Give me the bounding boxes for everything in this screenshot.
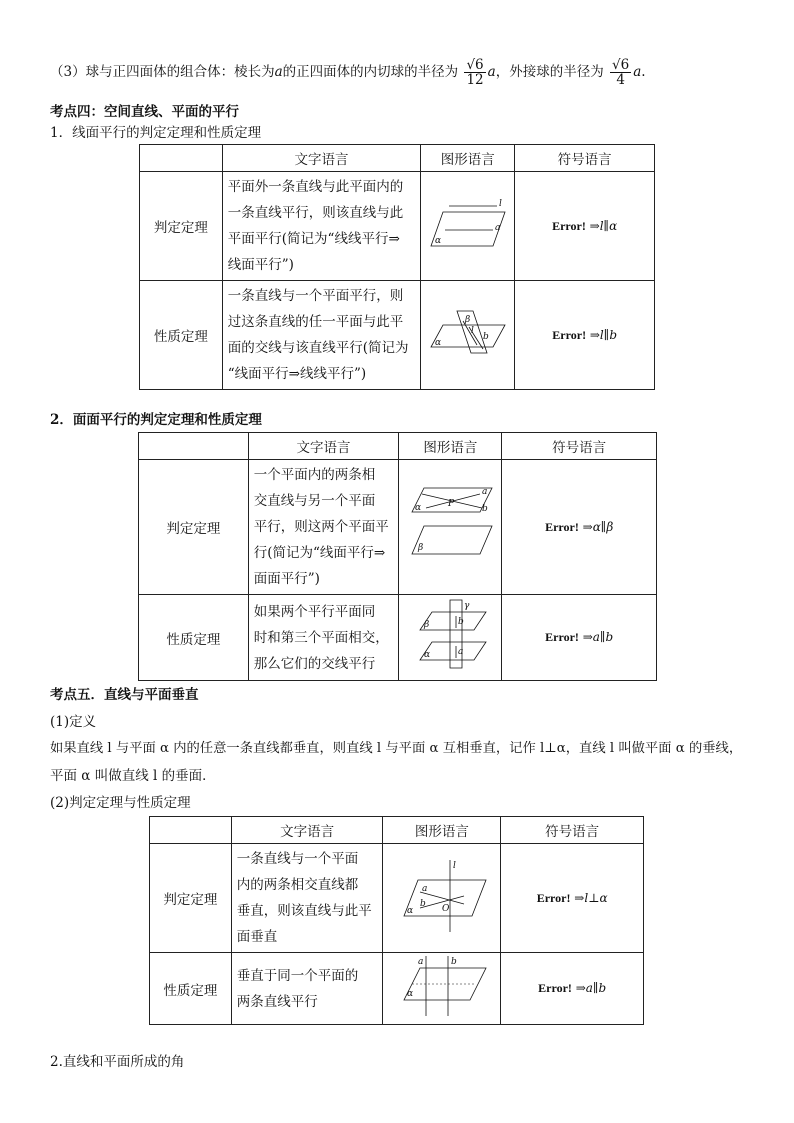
symbol-cell: Error! ⇒l⊥α	[501, 844, 644, 953]
row-text: 一条直线与一个平面 内的两条相交直线都 垂直，则该直线与此平 面垂直	[231, 844, 383, 953]
figure-cell	[383, 844, 501, 953]
intro-var-a: a	[274, 64, 283, 81]
svg-text:γ: γ	[464, 600, 470, 611]
line-plane-parallel-property-figure	[423, 303, 513, 363]
svg-text:β: β	[424, 619, 430, 630]
intro-mid2: ，外接球的半径为	[495, 64, 604, 81]
row-text: 如果两个平行平面同 时和第三个平面相交， 那么它们的交线平行	[248, 595, 399, 681]
section4-sub2: 2．面面平行的判定定理和性质定理	[50, 412, 262, 428]
svg-text:P: P	[448, 499, 455, 509]
svg-text:a: a	[482, 487, 488, 497]
svg-text:α: α	[406, 906, 413, 916]
svg-text:O: O	[441, 904, 450, 914]
header-symbol-language: 符号语言	[502, 433, 657, 460]
svg-text:b: b	[419, 899, 426, 909]
fraction-circumradius: $\frac{√6}{4}$	[612, 57, 630, 89]
svg-text:α: α	[415, 503, 422, 513]
intro-line: （3）球与正四面体的组合体：棱长为a的正四面体的内切球的半径为 $\frac{√6}{12}$ a，外接球的半径为 $\frac{√6}{4}$ a.	[50, 57, 646, 89]
header-text-language: 文字语言	[248, 433, 399, 460]
header-figure-language: 图形语言	[383, 817, 501, 844]
section5-sub2: (2)判定定理与性质定理	[50, 795, 191, 811]
row-label: 性质定理	[139, 595, 249, 681]
svg-text:b: b	[482, 504, 489, 514]
symbol-cell: Error! ⇒a∥b	[501, 953, 644, 1025]
section4-sub1: 1．线面平行的判定定理和性质定理	[50, 125, 262, 141]
header-text-language: 文字语言	[231, 817, 383, 844]
row-label: 判定定理	[150, 844, 232, 953]
svg-text:b: b	[450, 956, 457, 967]
svg-text:α: α	[434, 236, 441, 246]
svg-text:a: a	[417, 956, 424, 967]
row-text: 一条直线与一个平面平行，则 过这条直线的任一平面与此平 面的交线与该直线平行(简记为 “线面平行⇒线线平行”)	[222, 281, 421, 390]
svg-text:α: α	[424, 649, 431, 660]
svg-text:a: a	[494, 223, 501, 233]
section5-title: 考点五．直线与平面垂直	[50, 687, 199, 703]
line-perpendicular-plane-figure	[392, 856, 492, 936]
symbol-cell: Error! ⇒l∥b	[515, 281, 655, 390]
table-line-plane-perpendicular	[149, 816, 644, 1025]
fraction-inradius: $\frac{√6}{12}$	[466, 57, 484, 89]
svg-text:b: b	[482, 332, 489, 342]
svg-text:l: l	[470, 326, 474, 336]
footer-heading: 2.直线和平面所成的角	[50, 1054, 185, 1070]
plane-plane-parallel-figure	[402, 480, 498, 570]
symbol-cell: Error! ⇒a∥b	[502, 595, 657, 681]
table-line-plane-parallel	[139, 144, 655, 390]
symbol-cell: Error! ⇒l∥α	[515, 172, 655, 281]
header-text-language: 文字语言	[222, 145, 421, 172]
definition-heading: (1)定义	[50, 714, 97, 730]
figure-cell	[421, 281, 515, 390]
row-text: 平面外一条直线与此平面内的 一条直线平行，则该直线与此 平面平行(简记为“线线平行⇒ 线面平行”)	[222, 172, 421, 281]
definition-line-1: 如果直线 l 与平面 α 内的任意一条直线都垂直，则直线 l 与平面 α 互相垂直，记作 l⊥α，直线 l 叫做平面 α 的垂线，	[50, 741, 743, 756]
row-text: 一个平面内的两条相 交直线与另一个平面 平行，则这两个平面平 行(简记为“线面平行⇒ 面面平行”)	[248, 460, 399, 595]
svg-text:l: l	[498, 199, 502, 209]
symbol-cell: Error! ⇒α∥β	[502, 460, 657, 595]
figure-cell	[383, 953, 501, 1025]
svg-text:b: b	[458, 616, 465, 627]
row-label: 判定定理	[139, 460, 249, 595]
svg-text:α: α	[406, 988, 413, 999]
plane-plane-property-figure	[402, 596, 498, 676]
two-perpendicular-lines-figure	[392, 954, 492, 1020]
svg-text:l: l	[452, 861, 456, 871]
intro-mid: 的正四面体的内切球的半径为	[282, 64, 459, 81]
header-figure-language: 图形语言	[399, 433, 502, 460]
header-symbol-language: 符号语言	[501, 817, 644, 844]
svg-text:β: β	[418, 543, 424, 553]
figure-cell	[399, 595, 502, 681]
svg-text:β: β	[464, 315, 470, 325]
table-plane-plane-parallel	[138, 432, 657, 681]
intro-prefix: （3）球与正四面体的组合体：棱长为	[50, 64, 275, 81]
svg-text:a: a	[421, 884, 428, 894]
figure-cell	[421, 172, 515, 281]
svg-text:a: a	[458, 646, 464, 657]
row-text: 垂直于同一个平面的 两条直线平行	[231, 953, 383, 1025]
plane-line-parallel-figure	[423, 194, 513, 254]
header-symbol-language: 符号语言	[515, 145, 655, 172]
row-label: 性质定理	[150, 953, 232, 1025]
svg-text:α: α	[434, 338, 441, 348]
header-figure-language: 图形语言	[421, 145, 515, 172]
section4-title: 考点四：空间直线、平面的平行	[50, 104, 239, 120]
figure-cell	[399, 460, 502, 595]
row-label: 判定定理	[140, 172, 223, 281]
definition-line-2: 平面 α 叫做直线 l 的垂面．	[50, 768, 216, 784]
row-label: 性质定理	[140, 281, 223, 390]
